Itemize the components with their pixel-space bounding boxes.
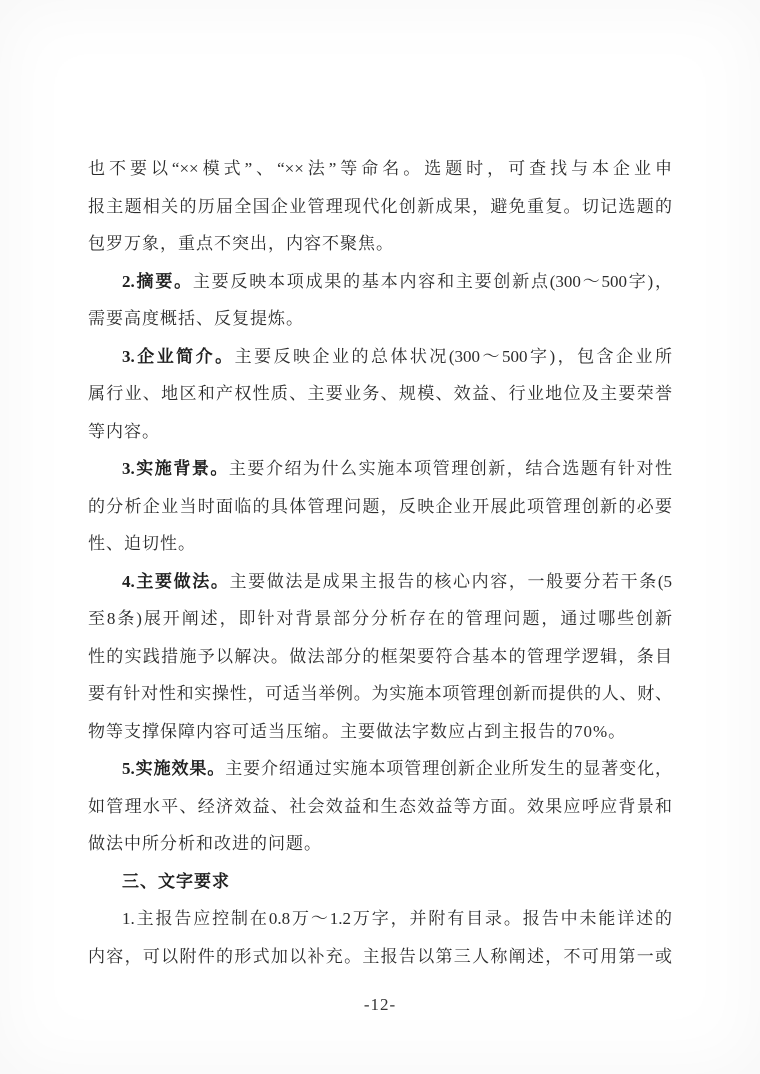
document-body <box>88 150 672 975</box>
text-run: 也不要以“××模式”、“××法”等命名。选题时，可查找与本企业申 <box>88 159 672 178</box>
text-line <box>88 150 672 188</box>
text-run: 主要反映企业的总体状况(300～500字)，包含企业所 <box>234 346 672 366</box>
text-run: 属行业、地区和产权性质、主要业务、规模、效益、行业地位及主要荣誉 <box>88 384 672 403</box>
text-line <box>88 263 672 301</box>
text-run: 需要高度概括、反复提炼。 <box>88 309 304 328</box>
text-run: 做法中所分析和改进的问题。 <box>88 834 322 853</box>
text-line <box>88 300 672 338</box>
text-line <box>88 713 672 751</box>
text-line <box>88 413 672 451</box>
text-line <box>88 675 672 713</box>
text-line <box>88 188 672 226</box>
text-run: 如管理水平、经济效益、社会效益和生态效益等方面。效果应呼应背景和 <box>88 796 672 816</box>
text-run: 的分析企业当时面临的具体管理问题，反映企业开展此项管理创新的必要 <box>88 496 672 516</box>
bold-text-run: 5.实施效果。 <box>122 759 226 778</box>
bold-text-run: 4.主要做法。 <box>122 571 230 591</box>
text-run: 至8条)展开阐述，即针对背景部分分析存在的管理问题，通过哪些创新 <box>88 609 672 628</box>
text-run: 主要介绍通过实施本项管理创新企业所发生的显著变化， <box>225 759 673 778</box>
text-line <box>88 900 672 938</box>
text-run: 主要反映本项成果的基本内容和主要创新点(300～500字)， <box>192 271 673 291</box>
text-line <box>88 375 672 413</box>
text-line <box>88 863 672 901</box>
text-line <box>88 525 672 563</box>
text-line <box>88 600 672 638</box>
text-run: 物等支撑保障内容可适当压缩。主要做法字数应占到主报告的70%。 <box>88 721 627 741</box>
text-line <box>88 225 672 263</box>
text-run: 性、迫切性。 <box>88 534 196 553</box>
text-line <box>88 825 672 863</box>
text-line <box>88 563 672 601</box>
text-run: 主要做法是成果主报告的核心内容，一般要分若干条(5 <box>229 571 672 591</box>
bold-text-run: 3.实施背景。 <box>122 459 229 478</box>
text-run: 性的实践措施予以解决。做法部分的框架要符合基本的管理学逻辑，条目 <box>88 646 672 666</box>
bold-text-run: 三、文字要求 <box>122 871 230 891</box>
text-run: 报主题相关的历届全国企业管理现代化创新成果，避免重复。切记选题的 <box>88 196 672 216</box>
text-run: 要有针对性和实操性，可适当举例。为实施本项管理创新而提供的人、财、 <box>88 684 672 703</box>
text-line <box>88 938 672 976</box>
page-number: -12- <box>363 995 397 1014</box>
text-run: 包罗万象，重点不突出，内容不聚焦。 <box>88 234 394 253</box>
text-line <box>88 338 672 376</box>
text-line <box>88 750 672 788</box>
text-line <box>88 788 672 826</box>
text-run: 内容，可以附件的形式加以补充。主报告以第三人称阐述，不可用第一或 <box>88 946 672 966</box>
bold-text-run: 3.企业简介。 <box>122 346 235 366</box>
text-run: 等内容。 <box>88 421 160 441</box>
text-line <box>88 638 672 676</box>
text-run: 1.主报告应控制在0.8万～1.2万字，并附有目录。报告中未能详述的 <box>122 909 672 928</box>
text-line <box>88 488 672 526</box>
bold-text-run: 2.摘要。 <box>122 271 193 291</box>
text-line <box>88 450 672 488</box>
text-run: 主要介绍为什么实施本项管理创新，结合选题有针对性 <box>228 459 673 478</box>
